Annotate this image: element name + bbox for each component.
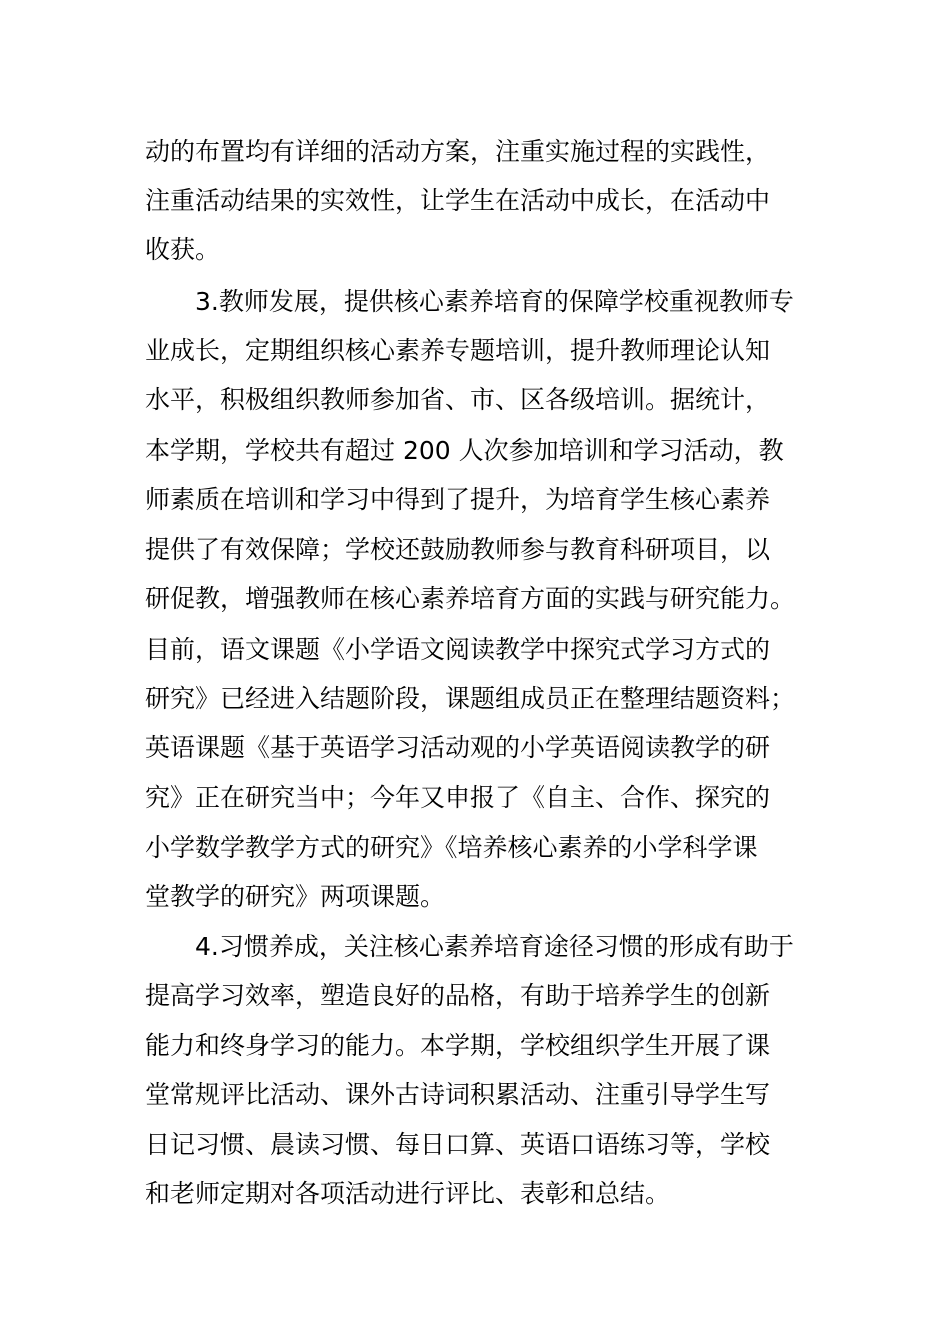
text-line: 日记习惯、晨读习惯、每日口算、英语口语练习等，学校	[145, 1130, 771, 1159]
text-line: 能力和终身学习的能力。本学期，学校组织学生开展了课	[145, 1031, 771, 1060]
text-line: 师素质在培训和学习中得到了提升，为培育学生核心素养	[145, 485, 771, 514]
text-line: 堂常规评比活动、课外古诗词积累活动、注重引导学生写	[145, 1080, 771, 1109]
text-line: 3.教师发展，提供核心素养培育的保障学校重视教师专	[145, 287, 794, 316]
text-line: 和老师定期对各项活动进行评比、表彰和总结。	[145, 1179, 671, 1208]
text-line: 英语课题《基于英语学习活动观的小学英语阅读教学的研	[145, 733, 771, 762]
text-line: 研促教，增强教师在核心素养培育方面的实践与研究能力。	[145, 584, 796, 613]
text-line: 注重活动结果的实效性，让学生在活动中成长，在活动中	[145, 186, 771, 215]
text-line: 动的布置均有详细的活动方案，注重实施过程的实践性，	[145, 137, 771, 166]
text-line: 本学期，学校共有超过 200 人次参加培训和学习活动，教	[145, 436, 784, 465]
text-line: 4.习惯养成，关注核心素养培育途径习惯的形成有助于	[145, 932, 794, 961]
text-line: 目前，语文课题《小学语文阅读教学中探究式学习方式的	[145, 635, 771, 664]
text-line: 堂教学的研究》两项课题。	[145, 882, 446, 911]
text-line: 小学数学教学方式的研究》《培养核心素养的小学科学课	[145, 833, 758, 862]
text-line: 提高学习效率，塑造良好的品格，有助于培养学生的创新	[145, 981, 771, 1010]
text-line: 提供了有效保障；学校还鼓励教师参与教育科研项目，以	[145, 535, 771, 564]
text-line: 研究》已经进入结题阶段，课题组成员正在整理结题资料；	[145, 684, 796, 713]
text-line: 业成长，定期组织核心素养专题培训，提升教师理论认知	[145, 336, 771, 365]
text-line: 究》正在研究当中；今年又申报了《自主、合作、探究的	[145, 783, 771, 812]
text-line: 水平，积极组织教师参加省、市、区各级培训。据统计，	[145, 385, 771, 414]
text-line: 收获。	[145, 235, 221, 264]
